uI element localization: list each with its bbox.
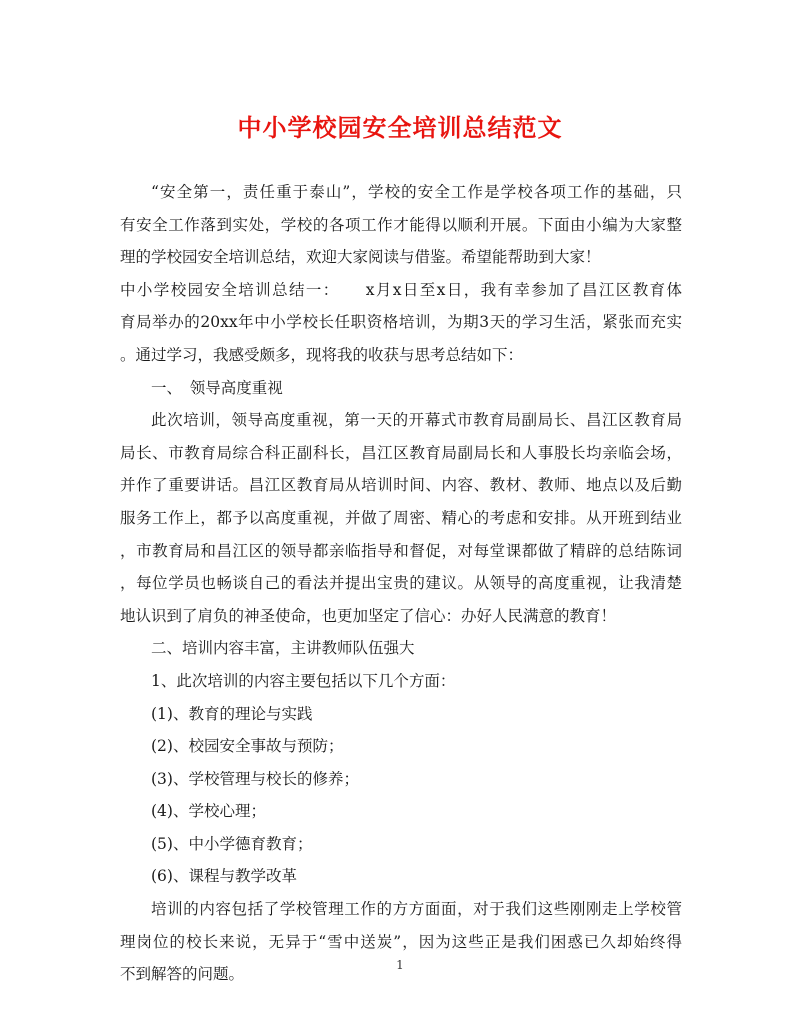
text-line: 育局举办的20xx年中小学校长任职资格培训，为期3天的学习生活，紧张而充实 — [120, 313, 682, 332]
text-line: 不到解答的问题。 — [120, 965, 245, 984]
text-line: 培训的内容包括了学校管理工作的方方面面，对于我们这些刚刚走上学校管 — [151, 900, 682, 919]
text-line: (2)、校园安全事故与预防； — [151, 737, 344, 756]
document-title: 中小学校园安全培训总结范文 — [237, 113, 563, 142]
text-line: 1、此次培训的内容主要包括以下几个方面： — [151, 671, 456, 690]
text-line: (3)、学校管理与校长的修养； — [151, 769, 359, 788]
text-line: 中小学校园安全培训总结一： x月x日至x日，我有幸参加了昌江区教育体 — [120, 280, 682, 299]
text-line: 此次培训，领导高度重视，第一天的开幕式市教育局副局长、昌江区教育局 — [151, 411, 682, 430]
text-line: 并作了重要讲话。昌江区教育局从培训时间、内容、教材、教师、地点以及后勤 — [120, 476, 682, 495]
text-line: 理的学校园安全培训总结，欢迎大家阅读与借鉴。希望能帮助到大家！ — [120, 248, 601, 267]
text-line: (1)、教育的理论与实践 — [151, 704, 313, 723]
text-line: 理岗位的校长来说，无异于“雪中送炭”，因为这些正是我们困惑已久却始终得 — [120, 932, 682, 951]
page-number: 1 — [396, 958, 404, 972]
text-line: 有安全工作落到实处，学校的各项工作才能得以顺利开展。下面由小编为大家整 — [120, 215, 682, 234]
text-line: 二、培训内容丰富，主讲教师队伍强大 — [151, 639, 415, 658]
text-line: 地认识到了肩负的神圣使命，也更加坚定了信心：办好人民满意的教育！ — [120, 606, 617, 625]
text-line: (5)、中小学德育教育； — [151, 834, 313, 853]
text-line: 服务工作上，都予以高度重视，并做了周密、精心的考虑和安排。从开班到结业 — [120, 508, 682, 527]
text-line: 。通过学习，我感受颇多，现将我的收获与思考总结如下： — [120, 345, 524, 364]
text-line: 局长、市教育局综合科正副科长，昌江区教育局副局长和人事股长均亲临会场， — [120, 443, 682, 462]
text-line: ，每位学员也畅谈自己的看法并提出宝贵的建议。从领导的高度重视，让我清楚 — [120, 574, 682, 593]
text-line: (6)、课程与教学改革 — [151, 867, 297, 886]
text-line: ，市教育局和昌江区的领导都亲临指导和督促，对每堂课都做了精辟的总结陈词 — [120, 541, 682, 560]
text-line: “安全第一，责任重于泰山”，学校的安全工作是学校各项工作的基础，只 — [151, 183, 682, 201]
text-line: 一、 领导高度重视 — [151, 378, 283, 397]
document-body — [120, 176, 682, 991]
text-line: (4)、学校心理； — [151, 802, 266, 821]
